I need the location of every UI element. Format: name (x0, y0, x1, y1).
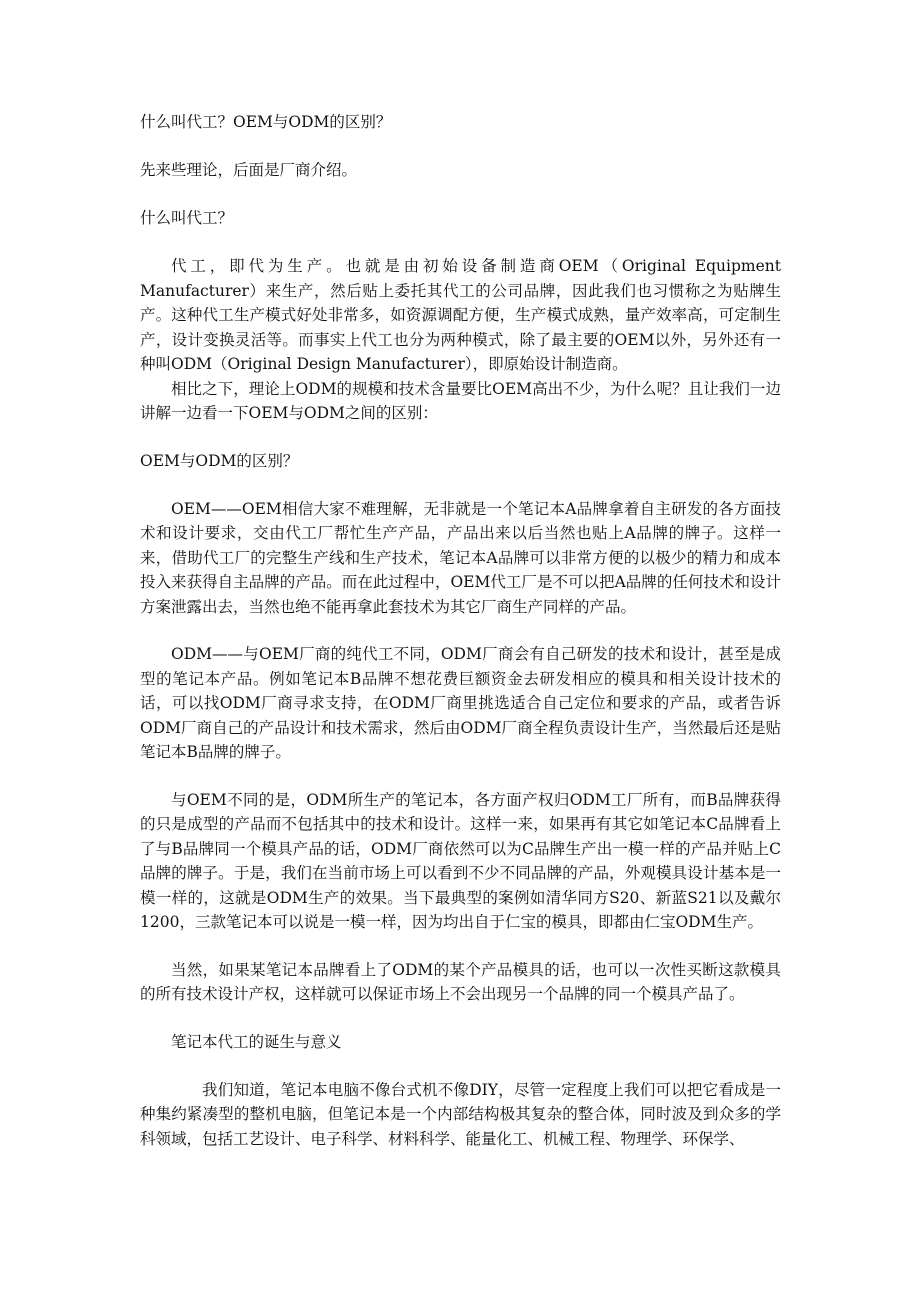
section-heading-oem-odm-difference: OEM与ODM的区别？ (140, 451, 299, 470)
document-title: 什么叫代工？OEM与ODM的区别？ (140, 113, 392, 131)
paragraph-oem-explained: OEM——OEM相信大家不难理解，无非就是一个笔记本A品牌拿着自主研发的各方面技术和设计要求，交由代工厂帮忙生产产品，产品出来以后当然也贴上A品牌的牌子。这样一来，借助代工厂的完整生产线和生产技术，笔记本A品牌可以非常方便的以极少的精力和成本投入来获得自主品牌的产品。而在此过程中，OEM代工厂是不可以把A品牌的任何技术和设计方案泄露出去，当然也绝不能再拿此套技术为其它厂商生产同样的产品。 (140, 499, 781, 616)
paragraph-odm-vs-oem-intro: 相比之下，理论上ODM的规模和技术含量要比OEM高出不少，为什么呢？且让我们一边讲解一边看一下OEM与ODM之间的区别： (140, 379, 781, 422)
intro-line: 先来些理论，后面是厂商介绍。 (140, 161, 358, 179)
document-body (140, 110, 781, 1151)
section-heading-notebook-oem-origin: 笔记本代工的诞生与意义 (171, 1032, 342, 1051)
section-heading-what-is-oem: 什么叫代工？ (140, 209, 234, 227)
paragraph-odm-explained: ODM——与OEM厂商的纯代工不同，ODM厂商会有自己研发的技术和设计，甚至是成型的笔记本产品。例如笔记本B品牌不想花费巨额资金去研发相应的模具和相关设计技术的话，可以找ODM厂商寻求支持，在ODM厂商里挑选适合自己定位和要求的产品，或者告诉ODM厂商自己的产品设计和技术需求，然后由ODM厂商全程负责设计生产，当然最后还是贴笔记本B品牌的牌子。 (140, 645, 781, 761)
paragraph-daigong-definition: 代工，即代为生产。也就是由初始设备制造商OEM（Original Equipment Manufacturer）来生产，然后贴上委托其代工的公司品牌，因此我们也习惯称之为贴牌生产。这种代工生产模式好处非常多，如资源调配方便，生产模式成熟，量产效率高，可定制生产，设计变换灵活等。而事实上代工也分为两种模式，除了最主要的OEM以外，另外还有一种叫ODM（Original Design Manufacturer），即原始设计制造商。 (140, 257, 781, 373)
paragraph-mold-buyout: 当然，如果某笔记本品牌看上了ODM的某个产品模具的话，也可以一次性买断这款模具的所有技术设计产权，这样就可以保证市场上不会出现另一个品牌的同一个模具产品了。 (140, 960, 781, 1003)
paragraph-odm-ownership: 与OEM不同的是，ODM所生产的笔记本，各方面产权归ODM工厂所有，而B品牌获得的只是成型的产品而不包括其中的技术和设计。这样一来，如果再有其它如笔记本C品牌看上了与B品牌同一个模具产品的话，ODM厂商依然可以为C品牌生产出一模一样的产品并贴上C品牌的牌子。于是，我们在当前市场上可以看到不少不同品牌的产品，外观模具设计基本是一模一样的，这就是ODM生产的效果。当下最典型的案例如清华同方S20、新蓝S21以及戴尔1200，三款笔记本可以说是一模一样，因为均出自于仁宝的模具，即都由仁宝ODM生产。 (140, 790, 781, 931)
paragraph-notebook-complexity: 我们知道，笔记本电脑不像台式机不像DIY，尽管一定程度上我们可以把它看成是一种集约紧凑型的整机电脑，但笔记本是一个内部结构极其复杂的整合体，同时波及到众多的学科领域，包括工艺设计、电子科学、材料科学、能量化工、机械工程、物理学、环保学、 (140, 1080, 781, 1148)
